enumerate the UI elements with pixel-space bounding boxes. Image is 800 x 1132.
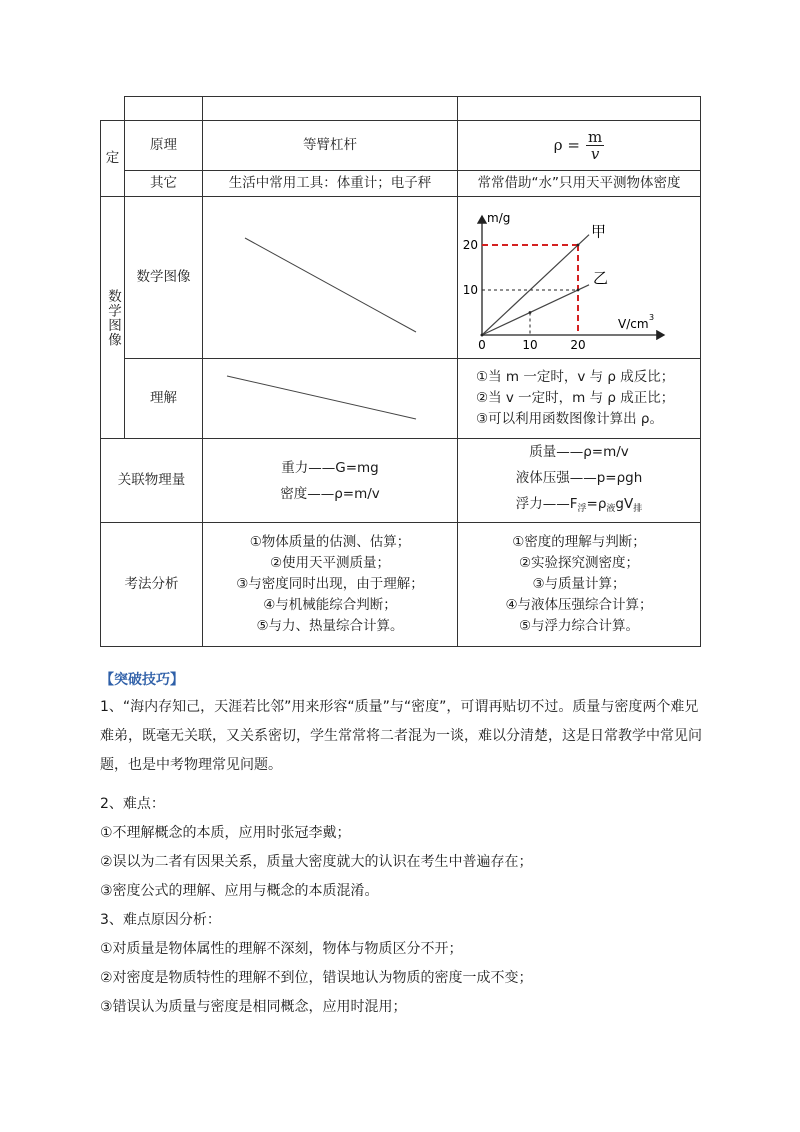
understand-line: ②当 v 一定时，m 与 ρ 成正比； — [476, 390, 675, 407]
table-row — [101, 523, 701, 647]
graph-line — [227, 376, 416, 419]
series-yi-line — [482, 284, 589, 334]
exam-line: ①物体质量的估测、估算； — [249, 534, 411, 551]
rho-denominator: v — [590, 145, 600, 163]
x-tick-label: 0 — [478, 337, 486, 352]
exam-line: ⑤与浮力综合计算。 — [518, 617, 640, 634]
side-label-ding: 定 — [101, 121, 125, 197]
exam-line: ②使用天平测质量； — [269, 555, 391, 572]
exam-left — [203, 523, 458, 647]
table-row — [101, 359, 701, 439]
related-label: 关联物理量 — [101, 439, 203, 523]
related-line: 密度——ρ=m/v — [280, 485, 380, 502]
y-tick-label: 10 — [462, 282, 478, 297]
exam-line: ④与液体压强综合计算； — [505, 596, 653, 613]
rho-lhs: ρ = — [553, 135, 580, 154]
inverse-graph-svg — [203, 198, 458, 358]
x-axis-label: V/cm — [618, 316, 649, 331]
understand-graph — [203, 359, 458, 439]
x-axis-label-sup: 3 — [649, 312, 655, 322]
data-point — [577, 288, 580, 291]
math-group-label: 数学图像 — [101, 197, 125, 439]
data-point — [577, 243, 580, 246]
related-right — [458, 439, 701, 523]
data-point — [529, 311, 532, 314]
y-axis-label: m/g — [487, 210, 511, 225]
table-row — [101, 439, 701, 523]
principle-label: 原理 — [125, 121, 203, 171]
related-left — [203, 439, 458, 523]
other-right: 常常借助“水”只用天平测物体密度 — [458, 171, 701, 197]
text-line: ②对密度是物质特性的理解不到位，错误地认为物质的密度一成不变； — [100, 970, 533, 986]
data-point — [481, 333, 484, 336]
math-row-label: 数学图像 — [125, 197, 203, 359]
paragraph: 1、“海内存知己，天涯若比邻”用来形容“质量”与“密度”，可谓再贴切不过。质量与密度两个难兄难弟，既毫无关联，又关系密切，学生常常将二者混为一谈，难以分清楚，这是日常教学中常见问题，也是中考物理常见问题。 — [100, 699, 702, 773]
text-line: ③错误认为质量与密度是相同概念，应用时混用； — [100, 999, 407, 1015]
understand-line: ①当 m 一定时，v 与 ρ 成反比； — [476, 369, 675, 386]
principle-lever: 等臂杠杆 — [203, 121, 458, 171]
related-line: 液体压强——p=ρgh — [515, 470, 643, 486]
comparison-table — [100, 96, 701, 647]
other-left: 生活中常用工具：体重计；电子秤 — [203, 171, 458, 197]
series-jia-line — [482, 234, 589, 334]
table-row — [101, 197, 701, 359]
mass-volume-graph — [458, 197, 701, 359]
exam-line: ②实验探究测密度； — [518, 555, 640, 572]
text-line: ②误以为二者有因果关系，质量大密度就大的认识在考生中普遍存在； — [100, 854, 533, 870]
table-row — [101, 121, 701, 171]
series-yi-label: 乙 — [593, 268, 609, 287]
text-line: 2、难点： — [100, 796, 165, 812]
series-jia-label: 甲 — [591, 222, 607, 241]
exam-right — [458, 523, 701, 647]
exam-line: ⑤与力、热量综合计算。 — [256, 617, 404, 634]
text-line: 3、难点原因分析： — [100, 912, 221, 928]
graph-line — [245, 238, 416, 332]
related-line: 质量——ρ=m/v — [529, 444, 629, 460]
understand-line: ③可以利用函数图像计算出 ρ。 — [476, 410, 663, 427]
understand-graph-svg — [203, 360, 458, 438]
density-formula — [458, 121, 701, 171]
y-tick-label: 20 — [462, 237, 478, 252]
exam-line: ③与密度同时出现，由于理解； — [236, 576, 424, 593]
other-label: 其它 — [125, 171, 203, 197]
section-title: 【突破技巧】 — [100, 672, 184, 688]
table-row — [101, 97, 701, 121]
understand-label: 理解 — [125, 359, 203, 439]
exam-label: 考法分析 — [101, 523, 203, 647]
related-line: 重力——G=mg — [281, 459, 379, 476]
mass-volume-graph-svg — [458, 198, 701, 358]
exam-line: ①密度的理解与判断； — [512, 534, 646, 551]
text-line: ③密度公式的理解、应用与概念的本质混淆。 — [100, 883, 379, 899]
understand-text — [458, 359, 701, 439]
text-line: ①对质量是物体属性的理解不深刻，物体与物质区分不开； — [100, 941, 463, 957]
inverse-graph — [203, 197, 458, 359]
x-tick-label: 10 — [522, 337, 538, 352]
rho-numerator: m — [587, 127, 603, 146]
exam-line: ③与质量计算； — [532, 576, 626, 593]
x-tick-label: 20 — [570, 337, 586, 352]
table-row — [101, 171, 701, 197]
buoyancy-line: 浮力$——F_浮=\rho_液gV_排$ — [515, 496, 643, 514]
exam-line: ④与机械能综合判断； — [263, 596, 397, 613]
text-line: ①不理解概念的本质，应用时张冠李戴； — [100, 825, 351, 841]
